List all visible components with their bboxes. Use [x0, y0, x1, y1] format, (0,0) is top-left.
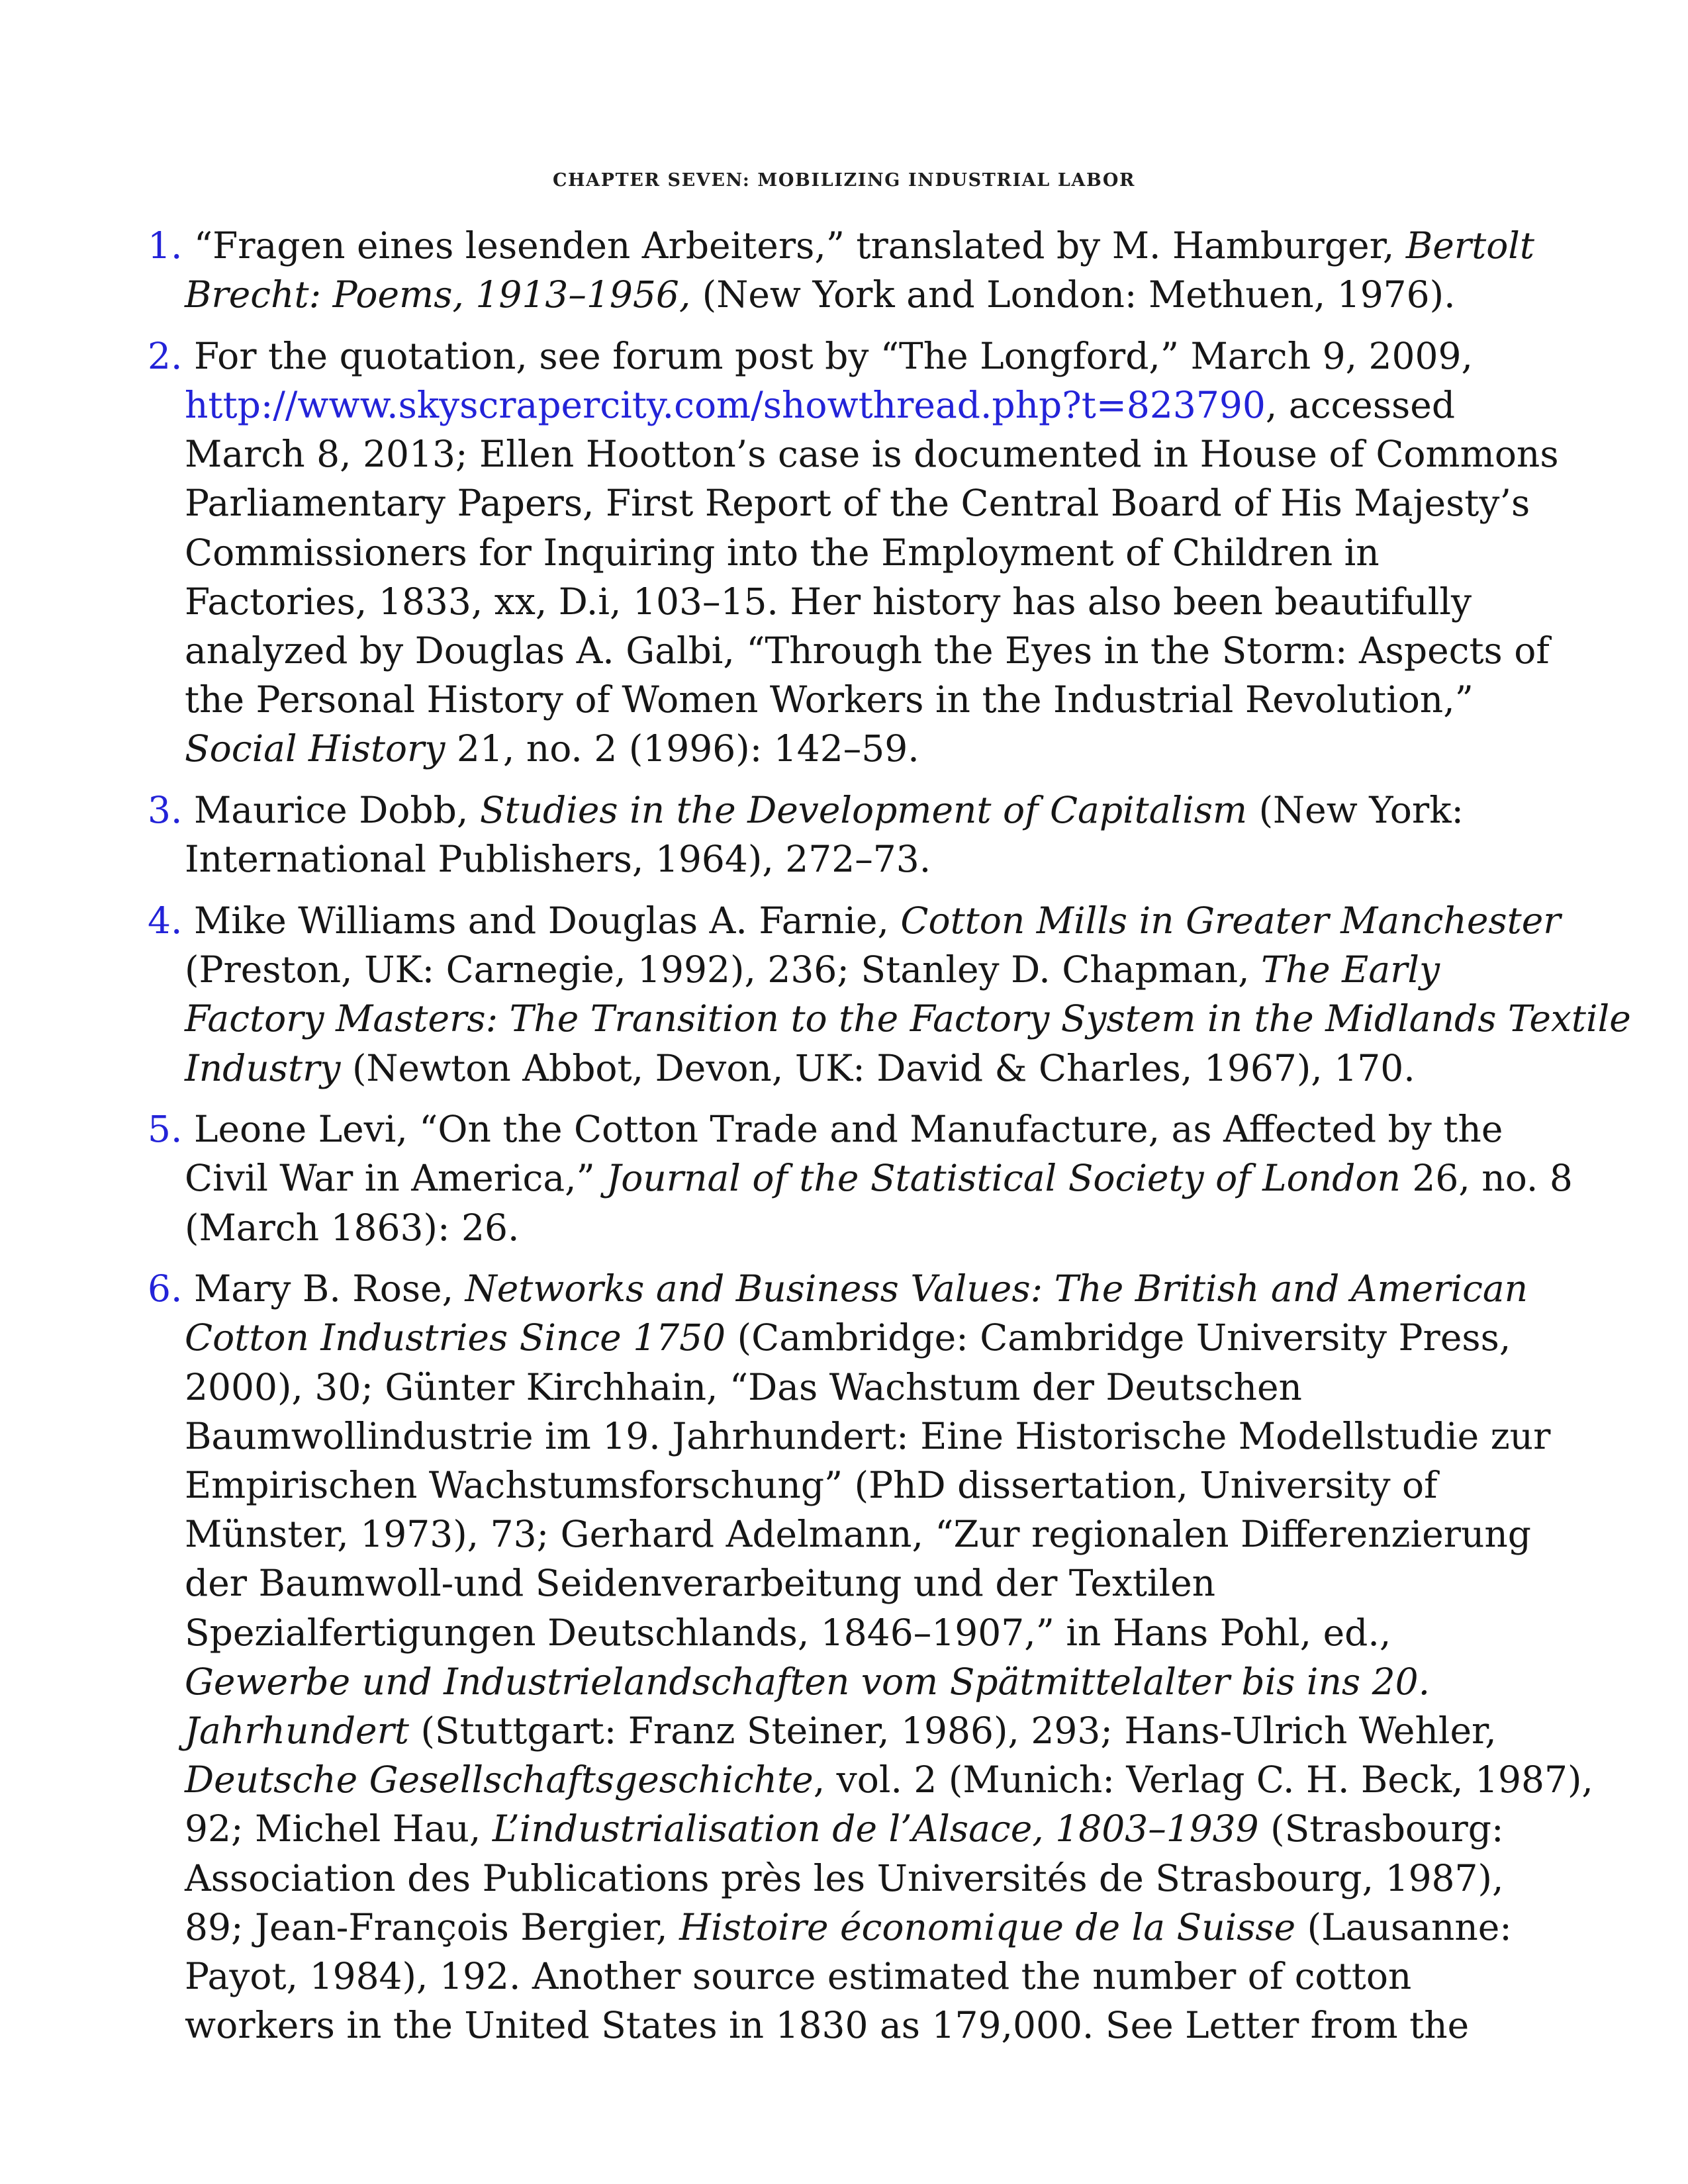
- note-text: (New York and London: Methuen, 1976).: [690, 273, 1456, 316]
- note-line: [185, 1203, 1641, 1252]
- note-line: [185, 1044, 1641, 1093]
- note-line: [185, 478, 1641, 527]
- note-line: [185, 1313, 1641, 1362]
- note-text: analyzed by Douglas A. Galbi, “Through the Eyes in the Storm: Aspects of: [185, 629, 1550, 672]
- note-line: [185, 1755, 1641, 1804]
- note-line: [185, 1461, 1641, 1510]
- note-text: Commissioners for Inquiring into the Employment of Children in: [185, 531, 1380, 574]
- note-text: “Fragen eines lesenden Arbeiters,” translated by M. Hamburger,: [193, 224, 1406, 267]
- note-text: (Newton Abbot, Devon, UK: David & Charles, 1967), 170.: [340, 1046, 1415, 1089]
- note-line: [185, 1903, 1641, 1952]
- italic-title: Histoire économique de la Suisse: [679, 1905, 1296, 1948]
- note-text: (Stuttgart: Franz Steiner, 1986), 293; Hans-Ulrich Wehler,: [408, 1709, 1497, 1752]
- note-line: [185, 626, 1641, 675]
- endnote-1: [148, 221, 1641, 319]
- note-text: Mary B. Rose,: [193, 1267, 465, 1310]
- italic-title: Bertolt: [1405, 224, 1534, 267]
- endnote-6: [148, 1264, 1641, 2050]
- note-text: workers in the United States in 1830 as 179,000. See Letter from the: [185, 2004, 1470, 2047]
- note-line: [185, 835, 1641, 884]
- note-text: 21, no. 2 (1996): 142–59.: [445, 727, 919, 770]
- note-text: (Cambridge: Cambridge University Press,: [726, 1316, 1511, 1359]
- note-text: Factories, 1833, xx, D.i, 103–15. Her history has also been beautifully: [185, 580, 1472, 623]
- italic-title: L’industrialisation de l’Alsace, 1803–1939: [492, 1807, 1259, 1850]
- italic-title: Journal of the Statistical Society of London: [606, 1157, 1401, 1200]
- note-text: Association des Publications près les Universités de Strasbourg, 1987),: [185, 1856, 1504, 1899]
- italic-title: Factory Masters: The Transition to the Factory System in the Midlands Textile: [185, 997, 1631, 1040]
- note-text: International Publishers, 1964), 272–73.: [185, 838, 931, 881]
- running-head: CHAPTER SEVEN: MOBILIZING INDUSTRIAL LABOR: [552, 170, 1136, 191]
- italic-title: Cotton Mills in Greater Manchester: [900, 899, 1561, 942]
- note-number-link[interactable]: 3.: [148, 789, 183, 832]
- note-line: [185, 1559, 1641, 1608]
- note-text: 92; Michel Hau,: [185, 1807, 492, 1850]
- note-line: [185, 1412, 1641, 1461]
- note-line: [185, 1706, 1641, 1755]
- note-text: March 8, 2013; Ellen Hootton’s case is documented in House of Commons: [185, 433, 1559, 476]
- note-line: [185, 1363, 1641, 1412]
- note-line: [148, 786, 1641, 835]
- endnote-4: [148, 896, 1641, 1093]
- note-text: (New York:: [1247, 789, 1464, 832]
- note-line: [148, 332, 1641, 381]
- note-line: [185, 2001, 1641, 2050]
- note-text: Mike Williams and Douglas A. Farnie,: [193, 899, 901, 942]
- note-text: For the quotation, see forum post by “The Longford,” March 9, 2009,: [193, 334, 1474, 377]
- note-line: [185, 1952, 1641, 2001]
- note-number-link[interactable]: 4.: [148, 899, 183, 942]
- url-link[interactable]: http://www.skyscrapercity.com/showthread.php?t=823790: [185, 384, 1266, 427]
- note-line: [148, 1105, 1641, 1154]
- italic-title: Brecht: Poems, 1913–1956,: [185, 273, 691, 316]
- italic-title: Deutsche Gesellschaftsgeschichte: [185, 1758, 814, 1801]
- note-text: , vol. 2 (Munich: Verlag C. H. Beck, 1987),: [813, 1758, 1593, 1801]
- note-line: [185, 1510, 1641, 1559]
- endnotes-list: [148, 221, 1641, 2050]
- italic-title: Cotton Industries Since 1750: [185, 1316, 726, 1359]
- note-number-link[interactable]: 6.: [148, 1267, 183, 1310]
- italic-title: Gewerbe und Industrielandschaften vom Spätmittelalter bis ins 20.: [185, 1660, 1430, 1703]
- italic-title: Jahrhundert: [185, 1709, 409, 1752]
- note-text: 2000), 30; Günter Kirchhain, “Das Wachstum der Deutschen: [185, 1365, 1302, 1408]
- italic-title: Social History: [185, 727, 445, 770]
- note-text: Empirischen Wachstumsforschung” (PhD dissertation, University of: [185, 1464, 1438, 1506]
- note-text: Civil War in America,”: [185, 1157, 607, 1200]
- endnote-5: [148, 1105, 1641, 1252]
- note-text: 89; Jean-François Bergier,: [185, 1905, 680, 1948]
- endnote-3: [148, 786, 1641, 884]
- italic-title: Networks and Business Values: The British and American: [465, 1267, 1528, 1310]
- note-text: Payot, 1984), 192. Another source estimated the number of cotton: [185, 1954, 1412, 1997]
- note-line: [148, 1264, 1641, 1313]
- note-text: Leone Levi, “On the Cotton Trade and Manufacture, as Affected by the: [193, 1108, 1503, 1151]
- endnote-2: [148, 332, 1641, 774]
- note-line: [185, 577, 1641, 626]
- note-text: Maurice Dobb,: [193, 789, 480, 832]
- note-line: [185, 270, 1641, 319]
- note-line: [185, 994, 1641, 1043]
- note-text: Parliamentary Papers, First Report of the Central Board of His Majesty’s: [185, 482, 1530, 525]
- note-text: Spezialfertigungen Deutschlands, 1846–1907,” in Hans Pohl, ed.,: [185, 1611, 1391, 1654]
- note-line: [185, 675, 1641, 724]
- note-text: (Strasbourg:: [1258, 1807, 1504, 1850]
- note-line: [185, 1657, 1641, 1706]
- note-line: [148, 221, 1641, 270]
- note-line: [185, 724, 1641, 773]
- note-line: [185, 528, 1641, 577]
- note-text: der Baumwoll-und Seidenverarbeitung und der Textilen: [185, 1562, 1216, 1605]
- note-text: Münster, 1973), 73; Gerhard Adelmann, “Zur regionalen Differenzierung: [185, 1513, 1532, 1556]
- note-line: [185, 381, 1641, 430]
- note-text: (Lausanne:: [1295, 1905, 1512, 1948]
- note-line: [185, 1154, 1641, 1203]
- note-line: [185, 945, 1641, 994]
- note-text: (Preston, UK: Carnegie, 1992), 236; Stanley D. Chapman,: [185, 948, 1262, 991]
- note-number-link[interactable]: 1.: [148, 224, 183, 267]
- note-line: [185, 430, 1641, 478]
- note-line: [185, 1804, 1641, 1853]
- italic-title: The Early: [1261, 948, 1440, 991]
- italic-title: Industry: [185, 1046, 341, 1089]
- note-text: 26, no. 8: [1400, 1157, 1573, 1200]
- italic-title: Studies in the Development of Capitalism: [479, 789, 1248, 832]
- note-text: Baumwollindustrie im 19. Jahrhundert: Eine Historische Modellstudie zur: [185, 1414, 1551, 1457]
- note-line: [185, 1608, 1641, 1657]
- note-text: (March 1863): 26.: [185, 1206, 520, 1249]
- note-text: the Personal History of Women Workers in the Industrial Revolution,”: [185, 678, 1474, 721]
- note-number-link[interactable]: 2.: [148, 334, 183, 377]
- note-line: [185, 1854, 1641, 1903]
- note-line: [148, 896, 1641, 945]
- note-number-link[interactable]: 5.: [148, 1108, 183, 1151]
- note-text: , accessed: [1265, 384, 1456, 427]
